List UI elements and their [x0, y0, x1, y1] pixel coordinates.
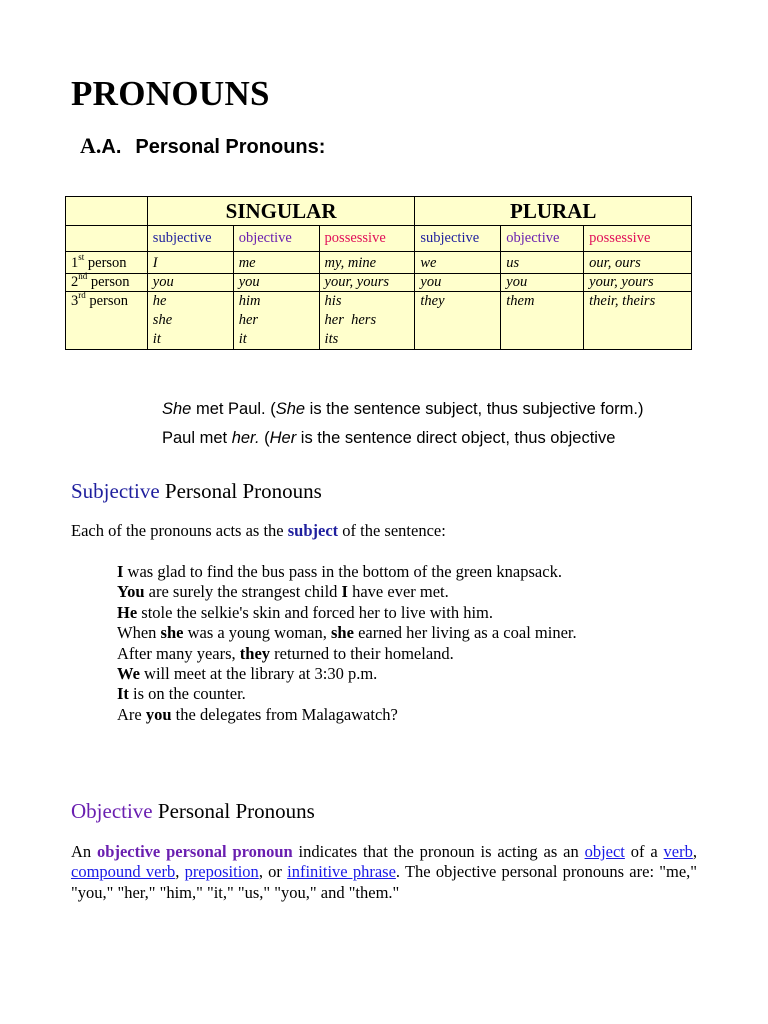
- page-title: PRONOUNS: [71, 74, 270, 113]
- table-corner-cell: [66, 197, 148, 226]
- table-cell: me: [233, 252, 319, 274]
- person-label: 2nd person: [66, 274, 148, 292]
- bold-pronoun: she: [160, 623, 184, 643]
- example-line: You are surely the strangest child I have ever met.: [117, 582, 449, 602]
- person-label: 3rd person: [66, 292, 148, 350]
- link-object[interactable]: object: [584, 842, 625, 861]
- subjective-heading: Subjective Personal Pronouns: [71, 479, 322, 503]
- table-cell: you: [147, 274, 233, 292]
- bold-pronoun: You: [117, 582, 145, 602]
- example-sentence: She met Paul. (She is the sentence subject, thus subjective form.): [162, 400, 644, 418]
- table-cell: he she it: [147, 292, 233, 350]
- link-verb[interactable]: verb: [663, 842, 693, 861]
- bold-pronoun: He: [117, 602, 138, 622]
- subjective-intro: Each of the pronouns acts as the subject of the sentence:: [71, 521, 446, 540]
- table-cell: them: [501, 292, 584, 350]
- example-line: I was glad to find the bus pass in the bottom of the green knapsack.: [117, 562, 562, 581]
- example-line: When she was a young woman, she earned her living as a coal miner.: [117, 623, 577, 643]
- header-objective: objective: [501, 226, 584, 252]
- table-cell: they: [415, 292, 501, 350]
- table-cell: our, ours: [584, 252, 692, 274]
- example-line: It is on the counter.: [117, 684, 246, 704]
- link-preposition[interactable]: preposition: [184, 862, 259, 882]
- bold-pronoun: she: [331, 623, 354, 643]
- table-cell: their, theirs: [584, 292, 692, 350]
- header-objective: objective: [233, 226, 319, 252]
- table-row: [66, 274, 692, 292]
- header-possessive: possessive: [319, 226, 415, 252]
- bold-pronoun: I: [117, 562, 124, 581]
- example-sentence: Paul met her. (Her is the sentence direct object, thus objective: [162, 429, 616, 447]
- section-a-heading: [80, 133, 325, 159]
- header-subjective: subjective: [147, 226, 233, 252]
- group-plural: PLURAL: [415, 197, 692, 226]
- section-a-label: A.: [101, 136, 122, 158]
- table-cell: my, mine: [319, 252, 415, 274]
- table-cell: you: [415, 274, 501, 292]
- pronoun-table: [65, 196, 692, 350]
- table-cell: us: [501, 252, 584, 274]
- example-line: After many years, they returned to their homeland.: [117, 643, 454, 663]
- link-compound-verb[interactable]: compound verb: [71, 862, 176, 882]
- table-blank-cell: [66, 226, 148, 252]
- table-cell: your, yours: [319, 274, 415, 292]
- objective-heading: Objective Personal Pronouns: [71, 799, 315, 823]
- bold-pronoun: you: [145, 704, 172, 724]
- header-possessive: possessive: [584, 226, 692, 252]
- table-cell: him her it: [233, 292, 319, 350]
- table-cell: I: [147, 252, 233, 274]
- bold-pronoun: It: [117, 684, 129, 704]
- table-cell: your, yours: [584, 274, 692, 292]
- section-a-text: Personal Pronouns:: [135, 136, 326, 158]
- table-cell: you: [501, 274, 584, 292]
- bold-pronoun: they: [239, 643, 271, 663]
- example-line: Are you the delegates from Malagawatch?: [117, 704, 398, 724]
- table-cell: you: [233, 274, 319, 292]
- person-label: 1st person: [66, 252, 148, 274]
- section-a-marker: A.: [80, 133, 102, 158]
- bold-pronoun: We: [117, 664, 140, 684]
- link-infinitive-phrase[interactable]: infinitive phrase: [287, 862, 396, 882]
- table-cell: we: [415, 252, 501, 274]
- group-singular: SINGULAR: [147, 197, 415, 226]
- table-cell: his her hers its: [319, 292, 415, 350]
- objective-paragraph: An objective personal pronoun indicates that the pronoun is acting as an object of a verb, compound verb, preposition, or infinitive phrase. The objective personal pronouns are: "me," "you," "her," "him," "it," "us," "you," and "them.": [71, 842, 698, 902]
- table-row: [66, 292, 692, 350]
- example-line: He stole the selkie's skin and forced her to live with him.: [117, 602, 493, 622]
- subjective-examples-list: [117, 562, 577, 725]
- table-row: [66, 252, 692, 274]
- bold-pronoun: I: [341, 582, 348, 602]
- example-line: We will meet at the library at 3:30 p.m.: [117, 664, 378, 684]
- header-subjective: subjective: [415, 226, 501, 252]
